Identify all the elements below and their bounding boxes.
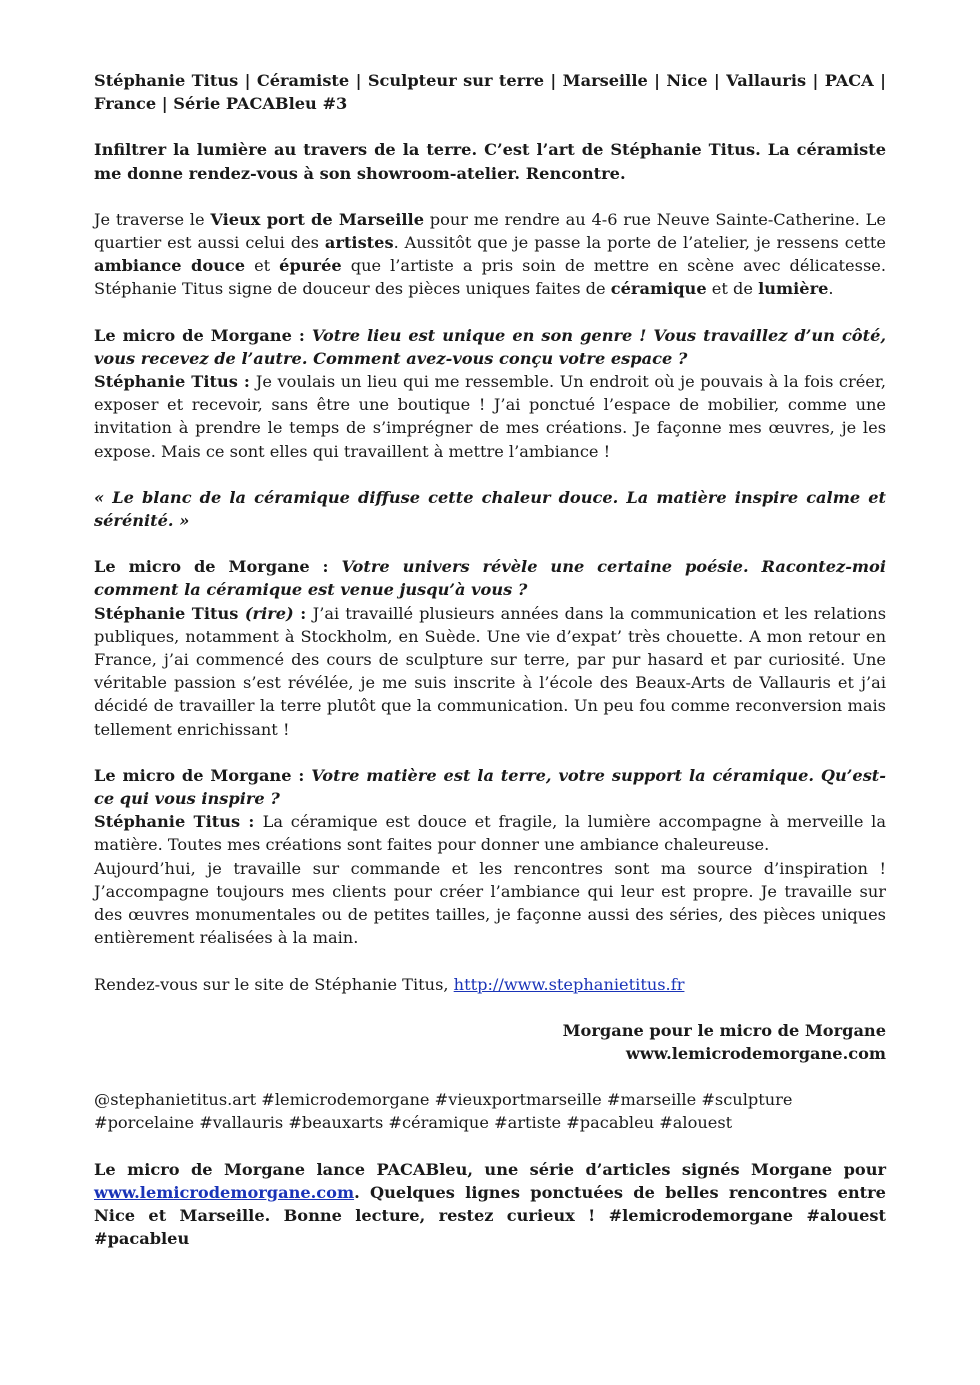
question-text: Votre univers révèle une certaine poésie. Racontez-moi comment la céramique est venue jusqu’à vous ? (94, 557, 886, 600)
bold-run: Vieux port de Marseille (210, 209, 425, 229)
speaker-label: Stéphanie Titus : (94, 372, 256, 392)
text-run: . Aussitôt que je passe la porte de l’atelier, je ressens cette (393, 233, 886, 253)
interviewer-label: Le micro de Morgane : (94, 557, 342, 577)
footer-text: Le micro de Morgane lance PACABleu, une série d’articles signés Morgane pour (94, 1159, 886, 1179)
text-run: et de (706, 279, 759, 299)
speaker-aside: (rire) (244, 603, 294, 623)
text-run: que l’artiste a pris soin de mettre en scène avec délicatesse. Stéphanie Titus signe de douceur des pièces uniques faites de (94, 256, 886, 299)
text-run: Je traverse le (94, 209, 211, 229)
interviewer-label: Le micro de Morgane : (94, 765, 312, 785)
text-run: et (245, 256, 280, 276)
bold-run: céramique (610, 279, 707, 299)
website-text: Rendez-vous sur le site de Stéphanie Titus, (94, 974, 454, 994)
interview-question-2 (94, 555, 886, 601)
series-footer (94, 1158, 886, 1251)
question-text: Votre lieu est unique en son genre ! Vous travaillez d’un côté, vous recevez de l’autre. Comment avez-vous conçu votre espace ? (94, 325, 887, 368)
bold-run: artistes (324, 233, 394, 253)
signature-site: www.lemicrodemorgane.com (625, 1043, 886, 1063)
intro-paragraph (94, 208, 886, 301)
website-link[interactable]: http://www.stephanietitus.fr (453, 974, 685, 994)
speaker-label: Stéphanie Titus (94, 603, 245, 623)
interview-question-1 (94, 324, 886, 370)
website-line (94, 973, 886, 996)
signature-author: Morgane pour le micro de Morgane (562, 1020, 886, 1040)
article-title: Stéphanie Titus | Céramiste | Sculpteur sur terre | Marseille | Nice | Vallauris | PACA | France | Série PACABleu #3 (94, 71, 886, 114)
speaker-colon: : (293, 603, 313, 623)
bold-run: épurée (279, 256, 342, 276)
interview-answer-2 (94, 602, 886, 741)
speaker-label: Stéphanie Titus : (94, 812, 263, 832)
interview-question-3 (94, 764, 886, 810)
interviewer-label: Le micro de Morgane : (94, 325, 312, 345)
footer-text: . Quelques lignes ponctuées de belles rencontres entre Nice et Marseille. Bonne lecture, restez curieux ! #lemicrodemorgane #alouest #pacableu (94, 1182, 886, 1249)
article-intro: Infiltrer la lumière au travers de la terre. C’est l’art de Stéphanie Titus. La céramiste me donne rendez-vous à son showroom-atelier. Rencontre. (94, 140, 886, 183)
interview-answer-1 (94, 370, 886, 463)
interview-answer-3-continued: Aujourd’hui, je travaille sur commande et les rencontres sont ma source d’inspiration ! J’accompagne toujours mes clients pour créer l’ambiance qui leur est propre. Je travaille sur des œuvres monumentales ou de petites tailles, je façonne aussi des séries, des pièces uniques entièrement réalisées à la main. (94, 858, 886, 948)
interview-answer-3 (94, 810, 886, 856)
question-text: Votre matière est la terre, votre support la céramique. Qu’est-ce qui vous inspire ? (94, 765, 886, 809)
text-run: . (828, 279, 834, 299)
answer-text: La céramique est douce et fragile, la lumière accompagne à merveille la matière. Toutes mes créations sont faites pour donner une ambiance chaleureuse. (94, 812, 886, 855)
bold-run: ambiance douce (94, 256, 246, 276)
bold-run: lumière (758, 279, 829, 299)
footer-site-link[interactable]: www.lemicrodemorgane.com (94, 1182, 355, 1202)
hashtags: @stephanietitus.art #lemicrodemorgane #vieuxportmarseille #marseille #sculpture #porcelaine #vallauris #beauxarts #céramique #artiste #pacableu #alouest (94, 1090, 793, 1133)
answer-text: J’ai travaillé plusieurs années dans la communication et les relations publiques, notamment à Stockholm, en Suède. Une vie d’expat’ très chouette. A mon retour en France, j’ai commencé des cours de sculpture sur terre, par pur hasard et par curiosité. Une véritable passion s’est révélée, je me suis inscrite à l’école des Beaux-Arts de Vallauris et j’ai décidé de travailler la terre plutôt que la communication. Un peu fou comme reconversion mais tellement enrichissant ! (94, 603, 887, 739)
answer-text: Je voulais un lieu qui me ressemble. Un endroit où je pouvais à la fois créer, exposer et recevoir, sans être une boutique ! J’ai ponctué l’espace de mobilier, comme une invitation à prendre le temps de s’imprégner de mes créations. Je façonne mes œuvres, je les expose. Mais ce sont elles qui travaillent à mettre l’ambiance ! (94, 372, 886, 461)
text-run: pour me rendre au 4-6 rue Neuve Sainte-Catherine. Le quartier est aussi celui des (94, 209, 886, 253)
pull-quote: « Le blanc de la céramique diffuse cette chaleur douce. La matière inspire calme et sérénité. » (94, 487, 886, 531)
